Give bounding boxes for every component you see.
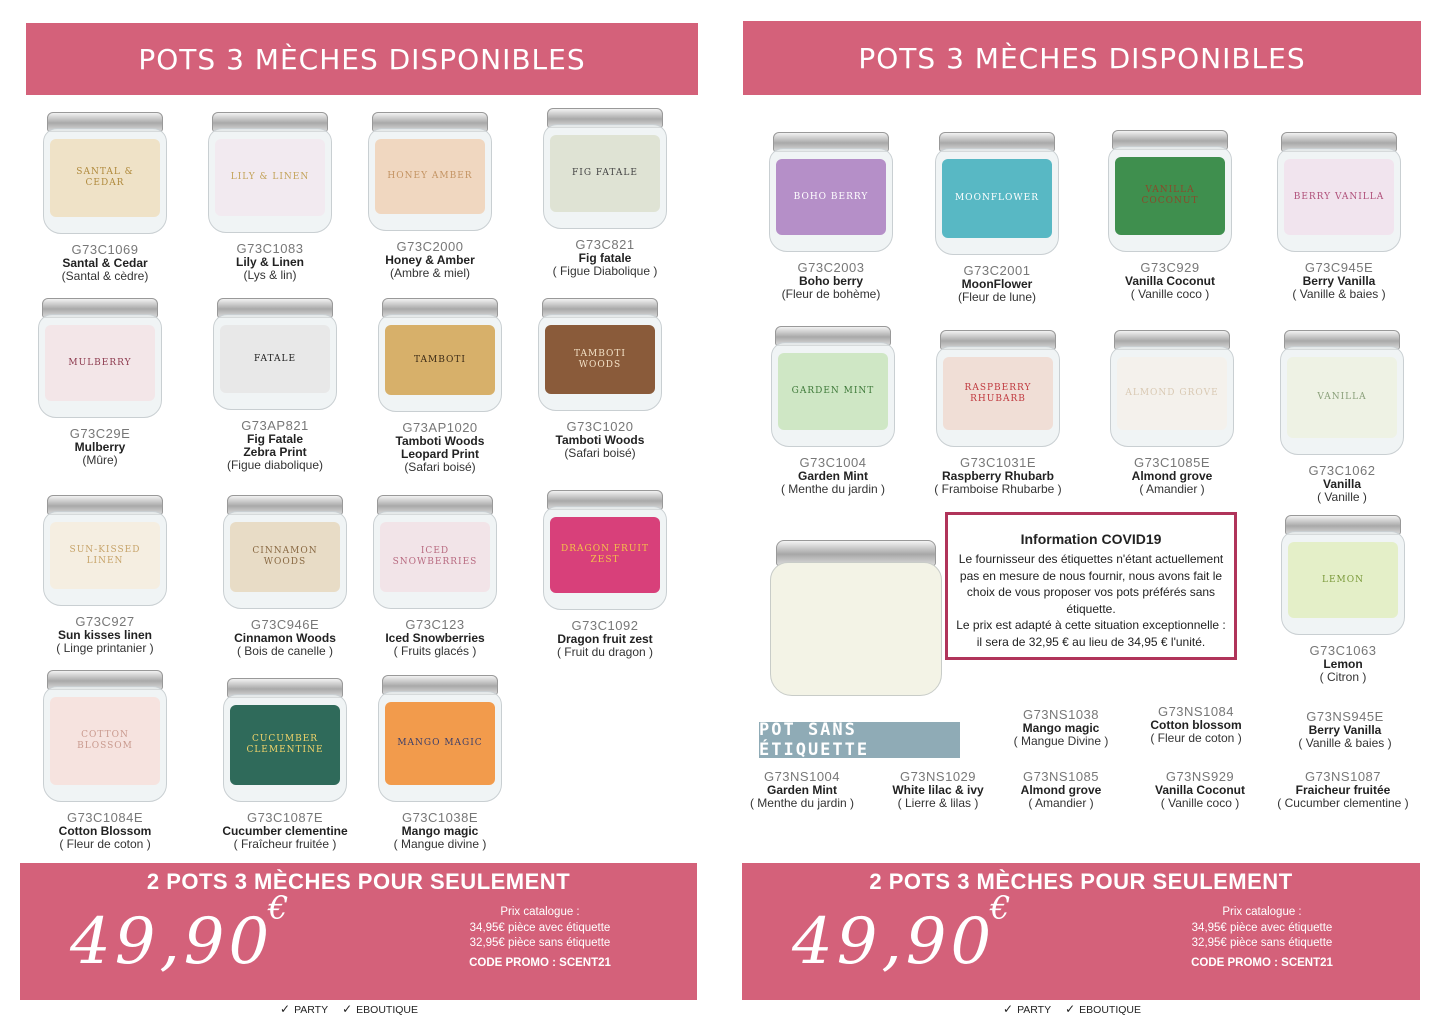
left-banner: POTS 3 MÈCHES DISPONIBLES [26,23,698,95]
jar-label [1288,542,1398,618]
jar-glass [378,691,502,802]
jar-label [545,325,655,394]
product-text [185,241,355,282]
jar-label-text: BOHO BERRY [793,191,869,202]
jar-label [1117,357,1227,430]
product-code: G73NS1084 [1157,704,1235,719]
jar-label-text: DRAGON FRUIT ZEST [561,544,649,565]
product-text [520,618,690,659]
product-card [345,112,515,280]
product-card [520,108,690,278]
check-label: EBOUTIQUE [1079,1004,1142,1016]
promo-info [1142,905,1382,971]
covid-text: Le fournisseur des étiquettes n'étant actuellement pas en mesure de nous fournir, nous avons fait le choix de vous proposer vos pots préférés sans étiquette. [958,552,1224,616]
promo-title: 2 POTS 3 MÈCHES POUR SEULEMENT [869,869,1293,894]
product-name: Berry Vanilla [1308,723,1382,737]
product-subtitle: ( Vanille ) [1317,490,1367,504]
product-card [1257,330,1427,504]
jar-label-text: VANILLA COCONUT [1141,185,1199,206]
product-code: G73C929 [1140,260,1200,275]
product-subtitle: ( Figue Diabolique ) [552,264,658,278]
jar-label [50,139,160,217]
jar-glass [1108,146,1232,252]
candle-jar-image [771,326,895,447]
product-code: G73C927 [75,614,135,629]
product-text [748,455,918,496]
product-name: Mulberry [74,440,126,454]
jar-label-text: TAMBOTI [414,354,466,365]
jar-label [385,325,495,395]
jar-label-text: MOONFLOWER [954,193,1040,203]
jar-label-text: MULBERRY [68,357,132,368]
promo-price: 49,90 [70,905,274,979]
product-code: G73C945E [1304,260,1374,275]
product-text [20,242,190,283]
product-name: MoonFlower [961,277,1033,291]
jar-glass [1277,148,1401,252]
jar-label-text: BERRY VANILLA [1293,191,1385,202]
jar-label-text: COTTON BLOSSOM [77,730,133,751]
product-card [190,298,360,472]
jar-glass [38,314,162,418]
jar-glass [543,506,667,610]
product-subtitle: ( Fruits glacés ) [393,644,477,658]
product-subtitle: ( Vanille coco ) [1160,796,1240,810]
product-code: G73C1084E [66,810,144,825]
jar-label [220,325,330,393]
product-name: Cucumber clementine [222,824,348,838]
jar-label-text: LEMON [1321,574,1364,585]
product-name: Iced Snowberries [385,631,485,645]
product-card [355,675,525,851]
product-subtitle: ( Cucumber clementine ) [1277,796,1409,810]
jar-label-text: CINNAMON WOODS [252,546,318,567]
candle-jar-image [543,490,667,610]
jar-glass [538,314,662,411]
product-name: Berry Vanilla [1302,274,1376,288]
promo-price-without-label: 32,95€ pièce sans étiquette [469,937,611,949]
jar-label [385,702,495,785]
product-text [1254,260,1424,301]
jar-glass [771,342,895,447]
check-label: PARTY [1017,1004,1052,1016]
jar-label-text: SUN-KISSED LINEN [69,544,141,566]
jar-label-text: RASPBERRY RHUBARB [964,382,1032,404]
product-code: G73C123 [405,617,465,632]
product-text [746,260,916,301]
product-name: Garden Mint [797,469,868,483]
candle-jar-image [373,495,497,609]
jar-glass [43,128,167,234]
product-name: Tamboti Woods [395,434,485,448]
check-party [280,1002,328,1016]
jar-glass [213,314,337,410]
product-text [1085,260,1255,301]
product-subtitle: (Mûre) [82,453,118,467]
jar-label-text: SANTAL & CEDAR [76,167,134,188]
candle-jar-image [208,112,332,233]
product-name: Almond grove [1020,783,1102,797]
product-name: Sun kisses linen [57,628,153,642]
jar-label [1287,357,1397,438]
jar-label [1115,157,1225,235]
promo-info [420,905,660,971]
unlabeled-product [1111,704,1281,745]
product-code: G73C2001 [963,263,1031,278]
product-card [20,112,190,283]
promo-currency: € [268,889,289,927]
product-text [15,426,185,467]
product-name: Cotton blossom [1150,718,1242,732]
product-card [185,112,355,282]
jar-label-text: ALMOND GROVE [1125,388,1219,398]
product-code: G73NS929 [1165,769,1235,784]
candle-jar-image [368,112,492,231]
jar-label-text: FIG FATALE [572,168,638,178]
candle-jar-image [38,298,162,418]
product-card [20,670,190,851]
product-name: Vanilla Coconut [1124,274,1215,288]
product-subtitle: ( Vanille & baies ) [1298,736,1392,750]
product-name: Vanilla [1322,477,1362,491]
product-card [200,495,370,658]
product-name: Mango magic [1022,721,1100,735]
promo-code: CODE PROMO : SCENT21 [1191,956,1333,969]
product-subtitle: ( Framboise Rhubarbe ) [934,482,1062,496]
product-name: Fraicheur fruitée [1295,783,1391,797]
checkmark-icon: ✓ [342,1002,353,1016]
product-text [345,239,515,280]
jar-glass [223,694,347,802]
left-checks [280,1002,418,1016]
unlabeled-jar [770,540,942,696]
product-text [20,614,190,655]
product-text [913,455,1083,496]
product-card [20,495,190,655]
product-text [520,237,690,278]
product-subtitle: ( Fraîcheur fruitée ) [233,837,337,851]
candle-jar-image [213,298,337,410]
check-label: EBOUTIQUE [356,1004,419,1016]
candle-jar-image [936,330,1060,447]
product-subtitle: ( Mangue divine ) [393,837,487,851]
jar-label [50,522,160,589]
product-name: Fig Fatale [246,432,303,446]
candle-jar-image [1280,330,1404,455]
jar-label-text: CUCUMBER CLEMENTINE [246,734,324,755]
product-card [748,326,918,496]
jar-label-text: HONEY AMBER [387,171,473,181]
product-card [746,132,916,301]
checkmark-icon: ✓ [280,1002,291,1016]
promo-catalog-label: Prix catalogue : [1222,906,1302,918]
jar-glass [223,511,347,609]
candle-jar-image [1277,132,1401,252]
product-text [1087,455,1257,496]
product-subtitle: ( Mangue Divine ) [1013,734,1109,748]
product-card [515,298,685,460]
product-subtitle: ( Lierre & lilas ) [897,796,979,810]
product-name: Cinnamon Woods [234,631,336,645]
product-code: G73AP1020 [402,420,478,435]
product-subtitle: ( Linge printanier ) [56,641,154,655]
product-name: Raspberry Rhubarb [941,469,1055,483]
checkmark-icon: ✓ [1065,1002,1076,1016]
product-code: G73NS1038 [1022,707,1100,722]
product-name: Almond grove [1131,469,1213,483]
product-card [200,678,370,851]
product-code: G73NS945E [1306,709,1384,724]
jar-label [776,159,886,235]
product-subtitle-2: (Figue diabolique) [226,458,324,472]
product-text [912,263,1082,304]
promo-price-with-label: 34,95€ pièce avec étiquette [469,921,611,934]
jar-glass [43,686,167,802]
product-code: G73C1020 [566,419,634,434]
product-code: G73C29E [69,426,131,441]
product-code: G73C2000 [396,239,464,254]
candle-jar-image [43,670,167,802]
candle-jar-image [378,298,502,412]
jar-label-text: TAMBOTI WOODS [574,348,626,370]
product-card [1085,130,1255,301]
product-subtitle: ( Fleur de coton ) [1150,731,1242,745]
check-label: PARTY [294,1004,329,1016]
product-name: Boho berry [798,274,863,288]
jar-label [778,353,888,430]
product-text [200,617,370,658]
product-subtitle: Zebra Print [243,445,307,459]
product-card [1258,515,1428,684]
pot-sans-etiquette-label: POT SANS ÉTIQUETTE [759,722,960,758]
product-code: G73C1069 [71,242,139,257]
candle-jar-image [1108,130,1232,252]
promo-code: CODE PROMO : SCENT21 [469,956,611,969]
promo-price: 49,90 [792,905,996,979]
jar-label [943,357,1053,430]
product-card [355,298,525,474]
check-eboutique [1065,1002,1141,1016]
jar-glass [769,148,893,252]
product-name: Tamboti Woods [555,433,645,447]
promo-price-with-label: 34,95€ pièce avec étiquette [1191,921,1333,934]
product-code: G73NS1085 [1022,769,1100,784]
product-subtitle: ( Amandier ) [1028,796,1094,810]
right-promo-box [742,863,1420,1000]
product-code: G73C946E [250,617,320,632]
product-text [350,617,520,658]
jar-label [942,159,1052,238]
jar-glass [378,314,502,412]
product-text [20,810,190,851]
product-card [15,298,185,467]
candle-jar-image [935,132,1059,255]
check-party [1003,1002,1051,1016]
product-card [350,495,520,658]
jar-label-text: ICED SNOWBERRIES [392,546,478,567]
jar-glass [543,124,667,229]
unlabeled-product [1258,769,1428,810]
jar-label [215,139,325,216]
product-subtitle: (Lys & lin) [243,268,297,282]
candle-jar-image [769,132,893,252]
jar-label-text: MANGO MAGIC [397,738,483,748]
product-code: G73NS1004 [763,769,841,784]
product-name: Lily & Linen [235,255,304,269]
product-name: Honey & Amber [385,253,475,267]
jar-label-text: FATALE [253,353,297,364]
product-code: G73NS1087 [1304,769,1382,784]
right-banner: POTS 3 MÈCHES DISPONIBLES [743,21,1421,95]
candle-jar-image [1281,515,1405,635]
jar-label [380,522,490,592]
product-name: Fig fatale [578,251,632,265]
product-code: G73C1062 [1308,463,1376,478]
product-code: G73C1063 [1309,643,1377,658]
jar-glass [935,148,1059,255]
promo-currency: € [990,889,1011,927]
product-subtitle: (Ambre & miel) [389,266,470,280]
check-eboutique [342,1002,418,1016]
product-code: G73C1083 [236,241,304,256]
product-name: Lemon [1323,657,1363,671]
product-card [913,330,1083,496]
product-name: Santal & Cedar [62,256,148,270]
promo-title: 2 POTS 3 MÈCHES POUR SEULEMENT [146,869,571,894]
product-subtitle: ( Bois de canelle ) [236,644,334,658]
product-code: G73C821 [575,237,635,252]
jar-glass [936,346,1060,447]
product-name: Garden Mint [766,783,837,797]
jar-glass [208,128,332,233]
product-card [1087,330,1257,496]
candle-jar-image [223,495,347,609]
product-subtitle: ( Fruit du dragon ) [556,645,654,659]
product-subtitle: ( Menthe du jardin ) [749,796,855,810]
candle-jar-image [1110,330,1234,447]
product-code: G73NS1029 [899,769,977,784]
candle-jar-image [43,112,167,234]
product-code: G73C1004 [799,455,867,470]
jar-label [230,522,340,592]
product-name: Cotton Blossom [58,824,152,838]
jar-label-text: GARDEN MINT [791,386,875,396]
product-subtitle: (Santal & cèdre) [61,269,149,283]
covid-text-price: Le prix est adapté à cette situation exceptionnelle : il sera de 32,95 € au lieu de 34,95 € l'unité. [956,618,1226,649]
product-subtitle: ( Citron ) [1319,670,1367,684]
jar-label [230,705,340,785]
promo-price-without-label: 32,95€ pièce sans étiquette [1191,937,1333,949]
product-name: Vanilla Coconut [1154,783,1245,797]
product-text [515,419,685,460]
product-subtitle: (Fleur de bohème) [781,287,881,301]
checkmark-icon: ✓ [1003,1002,1014,1016]
product-subtitle: ( Vanille & baies ) [1292,287,1386,301]
jar-glass [1110,346,1234,447]
product-code: G73C1087E [246,810,324,825]
product-code: G73C1092 [571,618,639,633]
product-card [912,132,1082,304]
jar-label [50,697,160,785]
product-name: Dragon fruit zest [557,632,653,646]
candle-jar-image [543,108,667,229]
product-code: G73AP821 [241,418,309,433]
unlabeled-product [1260,709,1430,750]
right-checks [1003,1002,1141,1016]
covid-heading: Information COVID19 [1020,531,1162,547]
product-code: G73C2003 [797,260,865,275]
candle-jar-image [538,298,662,411]
product-subtitle: (Fleur de lune) [957,290,1037,304]
jar-label [375,139,485,214]
product-code: G73C1085E [1133,455,1211,470]
product-text [190,418,360,472]
jar-label-text: VANILLA [1317,392,1367,402]
product-text [200,810,370,851]
jar-label [550,517,660,593]
product-text [355,420,525,474]
jar-label [45,325,155,401]
product-subtitle-2: (Safari boisé) [404,460,476,474]
product-subtitle: (Safari boisé) [564,446,636,460]
covid-info-box [945,512,1237,660]
product-text [1258,643,1428,684]
candle-jar-image [43,495,167,606]
left-promo-box [20,863,697,1000]
product-subtitle: Leopard Print [400,447,479,461]
product-name: White lilac & ivy [892,783,984,797]
jar-glass [43,511,167,606]
product-text [355,810,525,851]
product-subtitle: ( Menthe du jardin ) [780,482,886,496]
jar-label-text: LILY & LINEN [230,172,310,182]
product-name: Mango magic [401,824,479,838]
product-card [520,490,690,659]
jar-glass [368,128,492,231]
jar-label [1284,159,1394,235]
product-code: G73C1038E [401,810,479,825]
product-text [1257,463,1427,504]
jar-glass [1281,531,1405,635]
promo-catalog-label: Prix catalogue : [500,906,580,918]
jar-label [550,135,660,212]
product-subtitle: ( Amandier ) [1139,482,1205,496]
candle-jar-image [223,678,347,802]
jar-glass [1280,346,1404,455]
product-subtitle: ( Vanille coco ) [1130,287,1210,301]
jar-glass [373,511,497,609]
product-code: G73C1031E [959,455,1037,470]
product-subtitle: ( Fleur de coton ) [59,837,151,851]
candle-jar-image [378,675,502,802]
product-card [1254,132,1424,301]
